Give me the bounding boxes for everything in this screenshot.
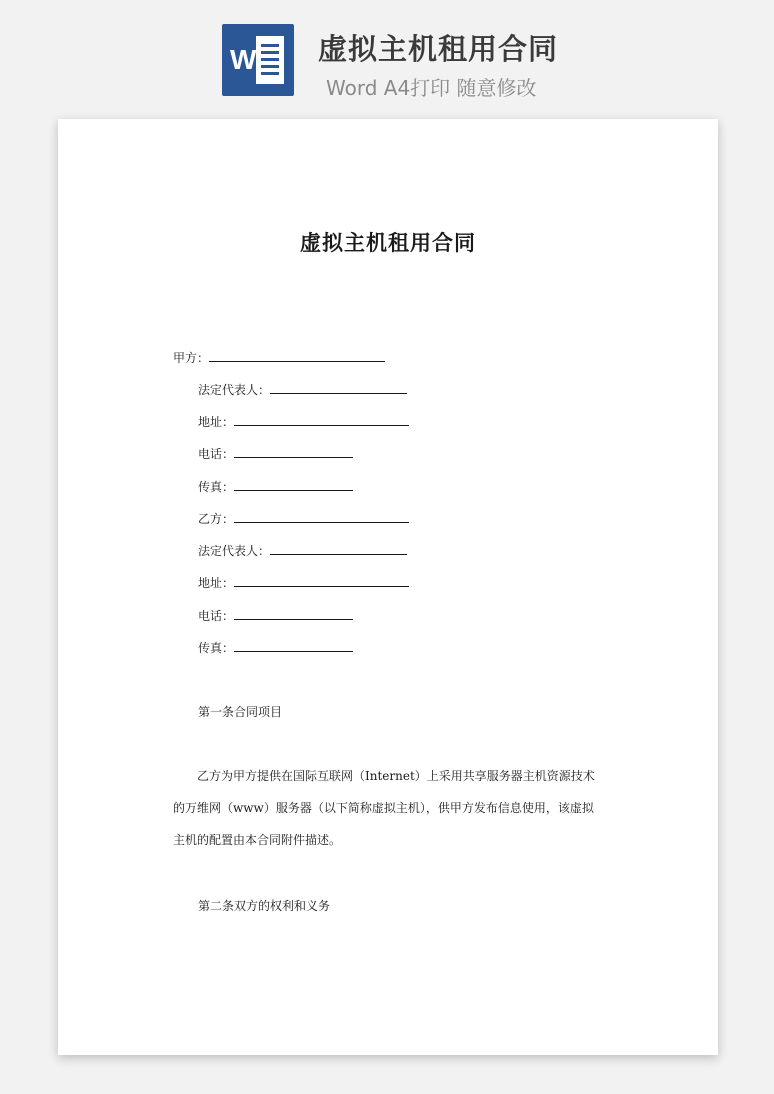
party-a-phone-blank[interactable] (234, 445, 353, 458)
article-2-heading: 第二条双方的权利和义务 (198, 899, 331, 913)
party-a-line (173, 349, 385, 366)
party-b-phone-blank[interactable] (234, 607, 353, 620)
party-a-rep-line (198, 381, 407, 398)
party-b-phone-label: 电话： (198, 609, 235, 623)
party-a-fax-line (198, 478, 353, 495)
party-b-blank[interactable] (234, 510, 409, 523)
party-b-label: 乙方： (198, 512, 235, 526)
document-title: 虚拟主机租用合同 (300, 231, 476, 255)
party-a-address-line (198, 413, 409, 430)
party-b-fax-label: 传真： (198, 641, 235, 655)
logo-letter: W (230, 44, 257, 75)
word-logo-icon (222, 24, 294, 96)
banner-subtitle: Word A4打印 随意修改 (326, 76, 537, 100)
header-banner (0, 0, 774, 110)
party-a-fax-label: 传真： (198, 480, 235, 494)
party-b-fax-line (198, 639, 353, 656)
article-1-paragraph: 乙方为甲方提供在国际互联网（Internet）上采用共享服务器主机资源技术的万维网（www）服务器（以下简称虚拟主机），供甲方发布信息使用，该虚拟主机的配置由本合同附件描述。 (173, 769, 595, 847)
party-b-rep-label: 法定代表人： (198, 544, 271, 558)
party-a-fax-blank[interactable] (234, 478, 353, 491)
party-b-rep-blank[interactable] (270, 542, 407, 555)
party-b-rep-line (198, 542, 407, 559)
party-a-rep-label: 法定代表人： (198, 383, 271, 397)
banner-title: 虚拟主机租用合同 (318, 32, 559, 66)
party-a-blank[interactable] (209, 349, 385, 362)
party-a-address-label: 地址： (198, 415, 235, 429)
party-a-rep-blank[interactable] (270, 381, 407, 394)
party-b-fax-blank[interactable] (234, 639, 353, 652)
document-page (58, 119, 718, 1055)
party-b-phone-line (198, 607, 353, 624)
party-b-line (198, 510, 409, 527)
party-b-address-label: 地址： (198, 576, 235, 590)
party-a-phone-line (198, 445, 353, 462)
party-b-address-line (198, 574, 409, 591)
party-a-phone-label: 电话： (198, 447, 235, 461)
party-a-address-blank[interactable] (234, 413, 409, 426)
party-b-address-blank[interactable] (234, 574, 409, 587)
party-a-label: 甲方： (173, 351, 210, 365)
article-1-heading: 第一条合同项目 (198, 705, 283, 719)
